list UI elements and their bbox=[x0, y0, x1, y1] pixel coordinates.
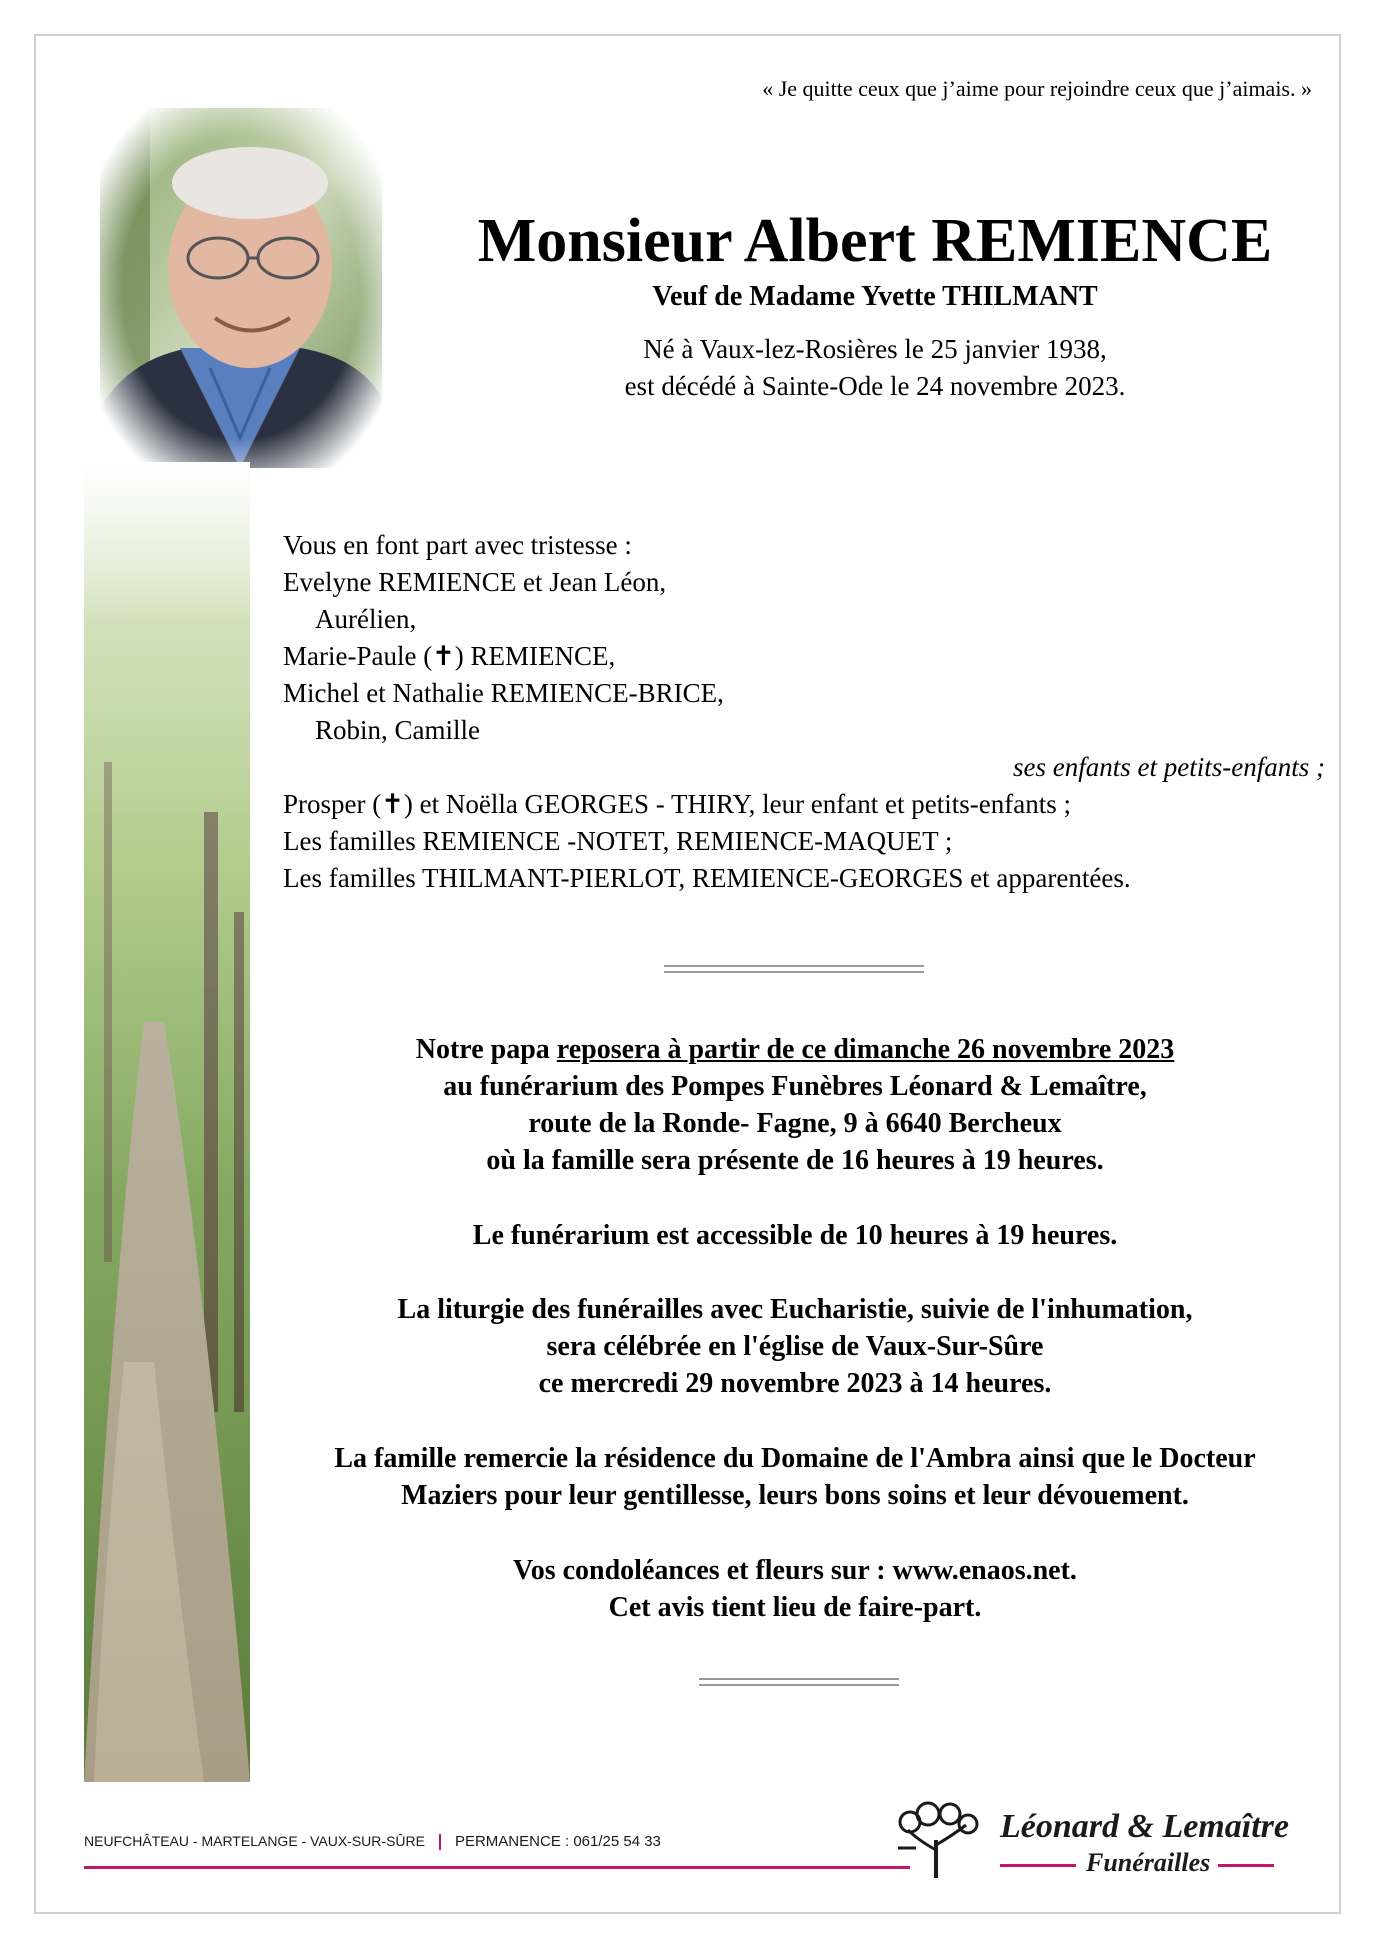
family-line: Robin, Camille bbox=[315, 715, 480, 745]
birth-line: Né à Vaux-lez-Rosières le 25 janvier 1938, bbox=[643, 334, 1107, 364]
brand-name: Léonard & Lemaître bbox=[1000, 1808, 1289, 1845]
family-other-line: Les familles REMIENCE -NOTET, REMIENCE-MAQUET ; bbox=[283, 826, 953, 856]
brand-subtitle: Funérailles bbox=[1086, 1848, 1211, 1877]
liturgy-line-3: ce mercredi 29 novembre 2023 à 14 heures. bbox=[538, 1368, 1052, 1399]
family-intro: Vous en font part avec tristesse : bbox=[283, 530, 632, 560]
footer-locations: NEUFCHÂTEAU - MARTELANGE - VAUX-SUR-SÛRE bbox=[84, 1833, 425, 1849]
thanks-line-2: Maziers pour leur gentillesse, leurs bons soins et leur dévouement. bbox=[401, 1480, 1189, 1511]
liturgy-line-1: La liturgie des funérailles avec Eucharistie, suivie de l'inhumation, bbox=[397, 1294, 1193, 1325]
widow-line: Veuf de Madame Yvette THILMANT bbox=[652, 281, 1098, 312]
thanks-info bbox=[250, 1440, 1340, 1514]
family-other-line: Les familles THILMANT-PIERLOT, REMIENCE-GEORGES et apparentées. bbox=[283, 863, 1131, 893]
closing-info bbox=[250, 1552, 1340, 1626]
tree-logo-icon bbox=[888, 1800, 988, 1880]
death-line: est décédé à Sainte-Ode le 24 novembre 2023. bbox=[624, 371, 1126, 401]
forest-path-image bbox=[84, 462, 250, 1782]
visitation-info bbox=[250, 1031, 1340, 1179]
footer-permanence: PERMANENCE : 061/25 54 33 bbox=[454, 1833, 661, 1850]
family-announcement bbox=[283, 527, 1333, 897]
divider bbox=[664, 965, 924, 973]
divider bbox=[699, 1678, 899, 1686]
brand-accent-left bbox=[1000, 1864, 1076, 1867]
deceased-name: Monsieur Albert REMIENCE bbox=[477, 207, 1273, 275]
portrait-photo bbox=[100, 108, 382, 468]
thanks-line-1: La famille remercie la résidence du Domaine de l'Ambra ainsi que le Docteur bbox=[334, 1443, 1256, 1474]
liturgy-info bbox=[250, 1291, 1340, 1402]
visitation-date: reposera à partir de ce dimanche 26 novembre 2023 bbox=[556, 1034, 1175, 1065]
faire-part-line: Cet avis tient lieu de faire-part. bbox=[608, 1592, 982, 1623]
visitation-line-3: route de la Ronde- Fagne, 9 à 6640 Bercheux bbox=[528, 1108, 1062, 1139]
brand-accent-right bbox=[1218, 1864, 1274, 1867]
liturgy-line-2: sera célébrée en l'église de Vaux-Sur-Sûre bbox=[546, 1331, 1044, 1362]
footer-separator bbox=[439, 1834, 441, 1850]
family-role: ses enfants et petits-enfants ; bbox=[1013, 752, 1325, 782]
condolences-line: Vos condoléances et fleurs sur : www.enaos.net. bbox=[513, 1555, 1077, 1586]
access-hours: Le funérarium est accessible de 10 heures à 19 heures. bbox=[472, 1220, 1118, 1251]
family-line: Evelyne REMIENCE et Jean Léon, bbox=[283, 567, 667, 597]
footer-contact bbox=[84, 1833, 661, 1850]
visitation-line-1: Notre papa reposera à partir de ce dimanche 26 novembre 2023 bbox=[415, 1034, 1175, 1065]
family-line: Aurélien, bbox=[315, 604, 417, 634]
family-line: Marie-Paule (✝) REMIENCE, bbox=[283, 641, 616, 671]
footer-accent-line bbox=[84, 1866, 910, 1869]
visitation-line-2: au funérarium des Pompes Funèbres Léonard & Lemaître, bbox=[443, 1071, 1147, 1102]
birth-death-info bbox=[440, 331, 1310, 405]
family-line: Michel et Nathalie REMIENCE-BRICE, bbox=[283, 678, 724, 708]
family-other-line: Prosper (✝) et Noëlla GEORGES - THIRY, leur enfant et petits-enfants ; bbox=[283, 789, 1071, 819]
visitation-line-4: où la famille sera présente de 16 heures à 19 heures. bbox=[486, 1145, 1104, 1176]
epigraph-quote: « Je quitte ceux que j’aime pour rejoindre ceux que j’aimais. » bbox=[762, 76, 1312, 101]
